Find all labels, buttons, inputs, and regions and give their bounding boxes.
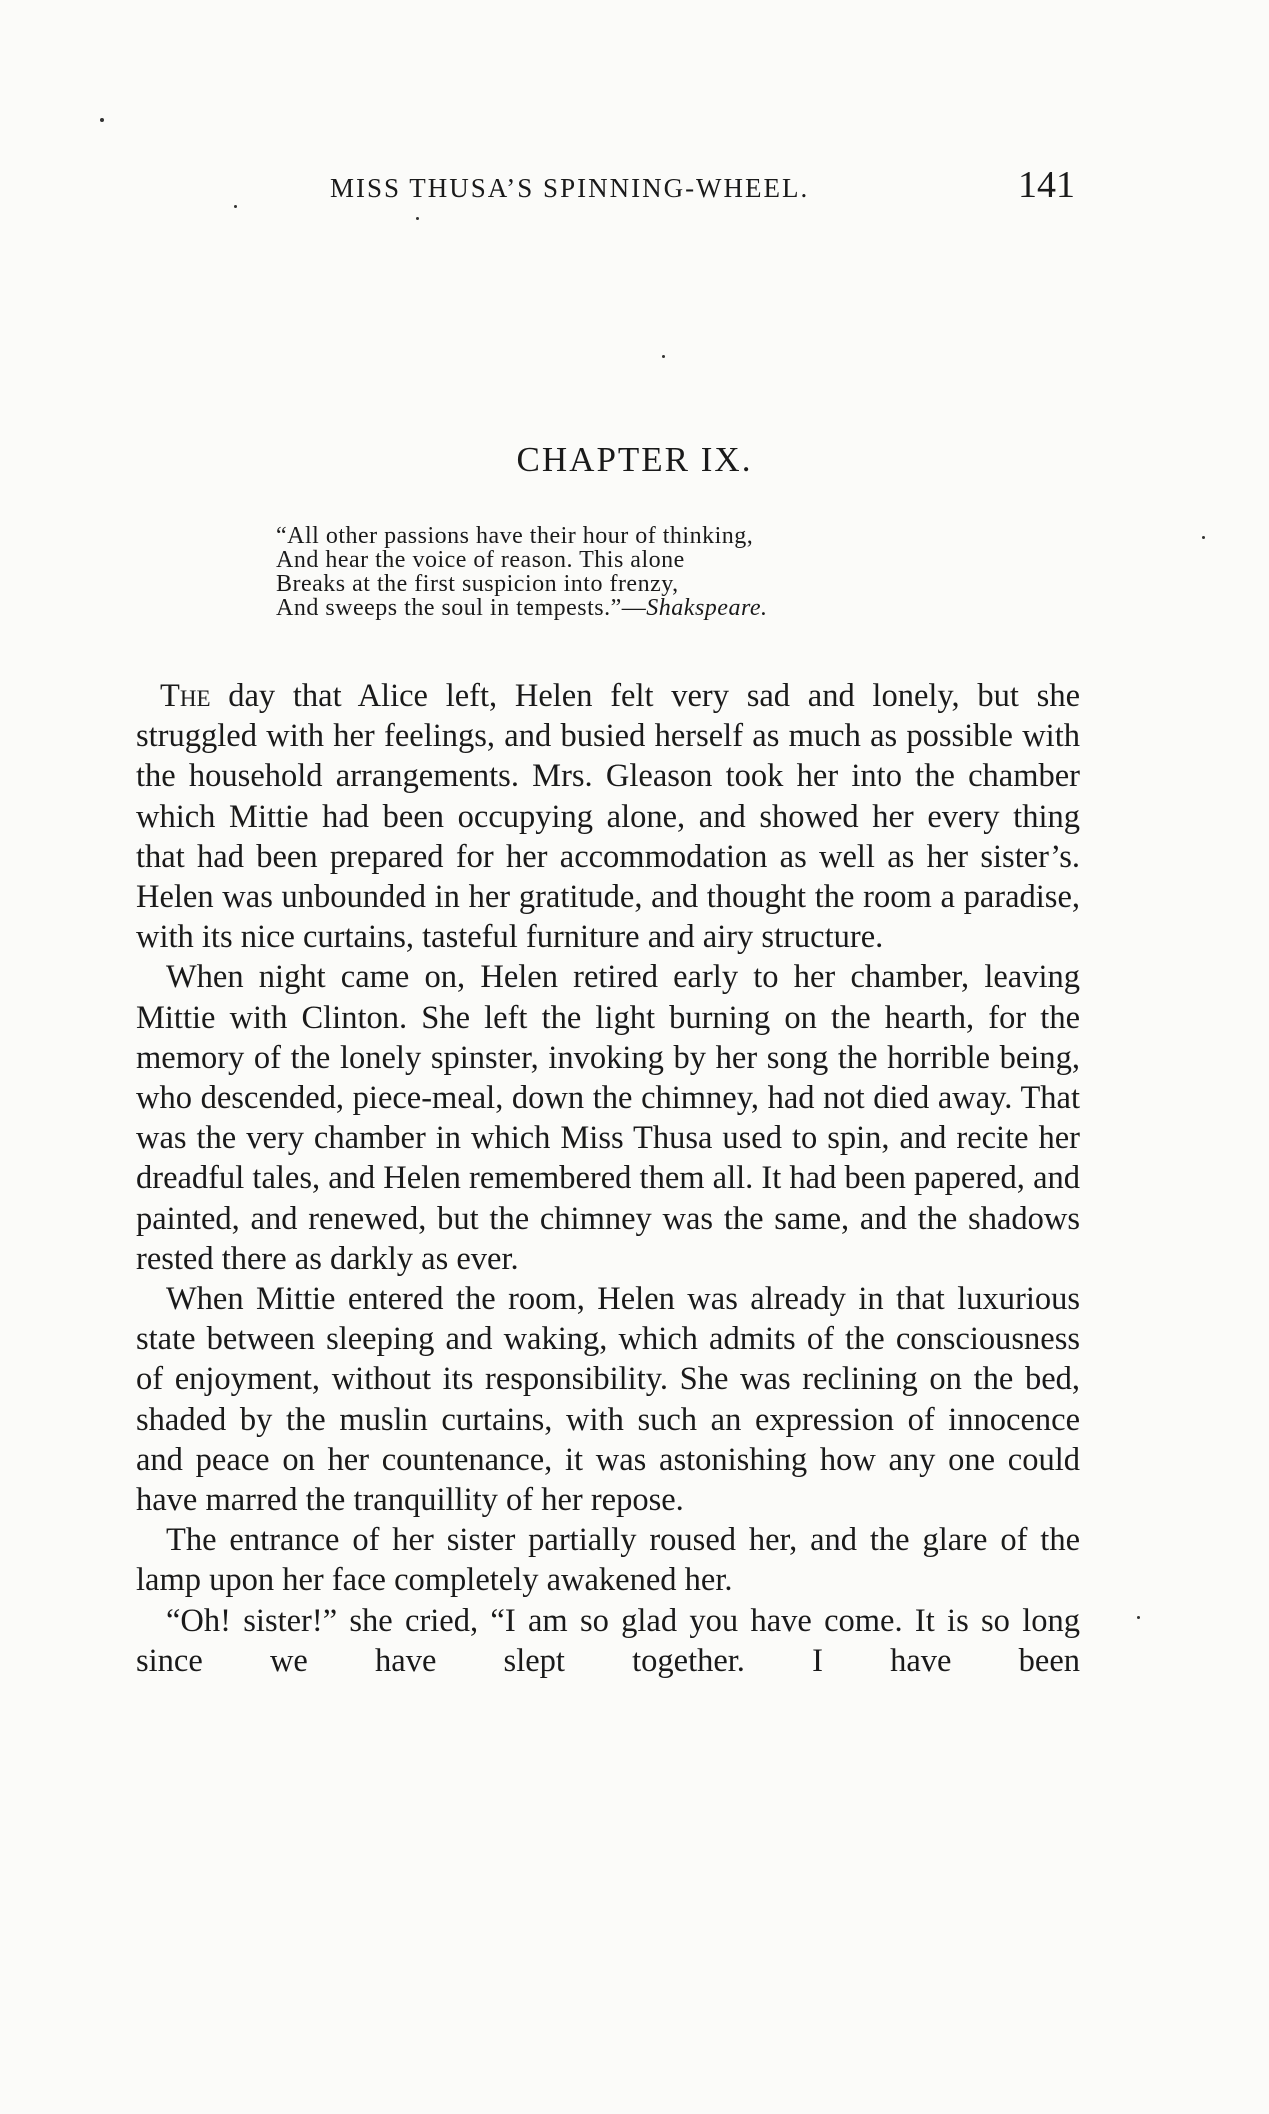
epigraph-line: “All other passions have their hour of thinking,: [276, 523, 754, 549]
epigraph: [276, 524, 956, 620]
scan-speck: [416, 217, 419, 220]
running-head: [150, 163, 1090, 209]
scan-speck: [234, 205, 237, 208]
paragraph: The entrance of her sister partially roused her, and the glare of the lamp upon her face completely awakened her.: [136, 1522, 1080, 1599]
paragraph-text: day that Alice left, Helen felt very sad and lonely, but she struggled with her feelings, and busied herself as much as possible with the household arrangements. Mrs. Gleason took her into the chamber which Mittie had been occupying alone, and showed her every thing that had been prepared for her accommodation as well as her sister’s. Helen was unbounded in her gratitude, and thought the room a paradise, with its nice curtains, tasteful furniture and airy structure.: [136, 678, 1080, 956]
scan-speck: [100, 118, 104, 122]
epigraph-line: And hear the voice of reason. This alone: [276, 547, 685, 573]
running-title: MISS THUSA’S SPINNING-WHEEL.: [330, 173, 810, 203]
paragraph: When Mittie entered the room, Helen was already in that luxurious state between sleeping and waking, which admits of the consciousness of enjoyment, without its responsibility. She was reclining on the bed, shaded by the muslin curtains, with such an expression of innocence and peace on her countenance, it was astonishing how any one could have marred the tranquillity of her repose.: [136, 1281, 1080, 1519]
page-number: 141: [1018, 164, 1075, 206]
scan-speck: [1137, 1616, 1140, 1619]
chapter-heading: CHAPTER IX.: [516, 440, 753, 479]
paragraph: [136, 676, 1080, 957]
scan-speck: [662, 355, 665, 358]
epigraph-last-line: [276, 596, 956, 620]
lead-word: The: [160, 678, 211, 714]
epigraph-attribution: Shakspeare.: [646, 595, 768, 621]
paragraph: When night came on, Helen retired early to her chamber, leaving Mittie with Clinton. She left the light burning on the hearth, for the memory of the lonely spinster, invoking by her song the horrible being, who descended, piece-meal, down the chimney, had not died away. That was the very chamber in which Miss Thusa used to spin, and recite her dreadful tales, and Helen remembered them all. It had been papered, and painted, and renewed, but the chimney was the same, and the shadows rested there as darkly as ever.: [136, 959, 1080, 1277]
epigraph-line: And sweeps the soul in tempests.”—: [276, 595, 647, 621]
body-text: [136, 676, 1080, 1681]
scan-speck: [1202, 536, 1205, 539]
epigraph-line: Breaks at the first suspicion into frenzy,: [276, 571, 679, 597]
paragraph: “Oh! sister!” she cried, “I am so glad you have come. It is so long since we have slept together. I have been: [136, 1602, 1080, 1679]
